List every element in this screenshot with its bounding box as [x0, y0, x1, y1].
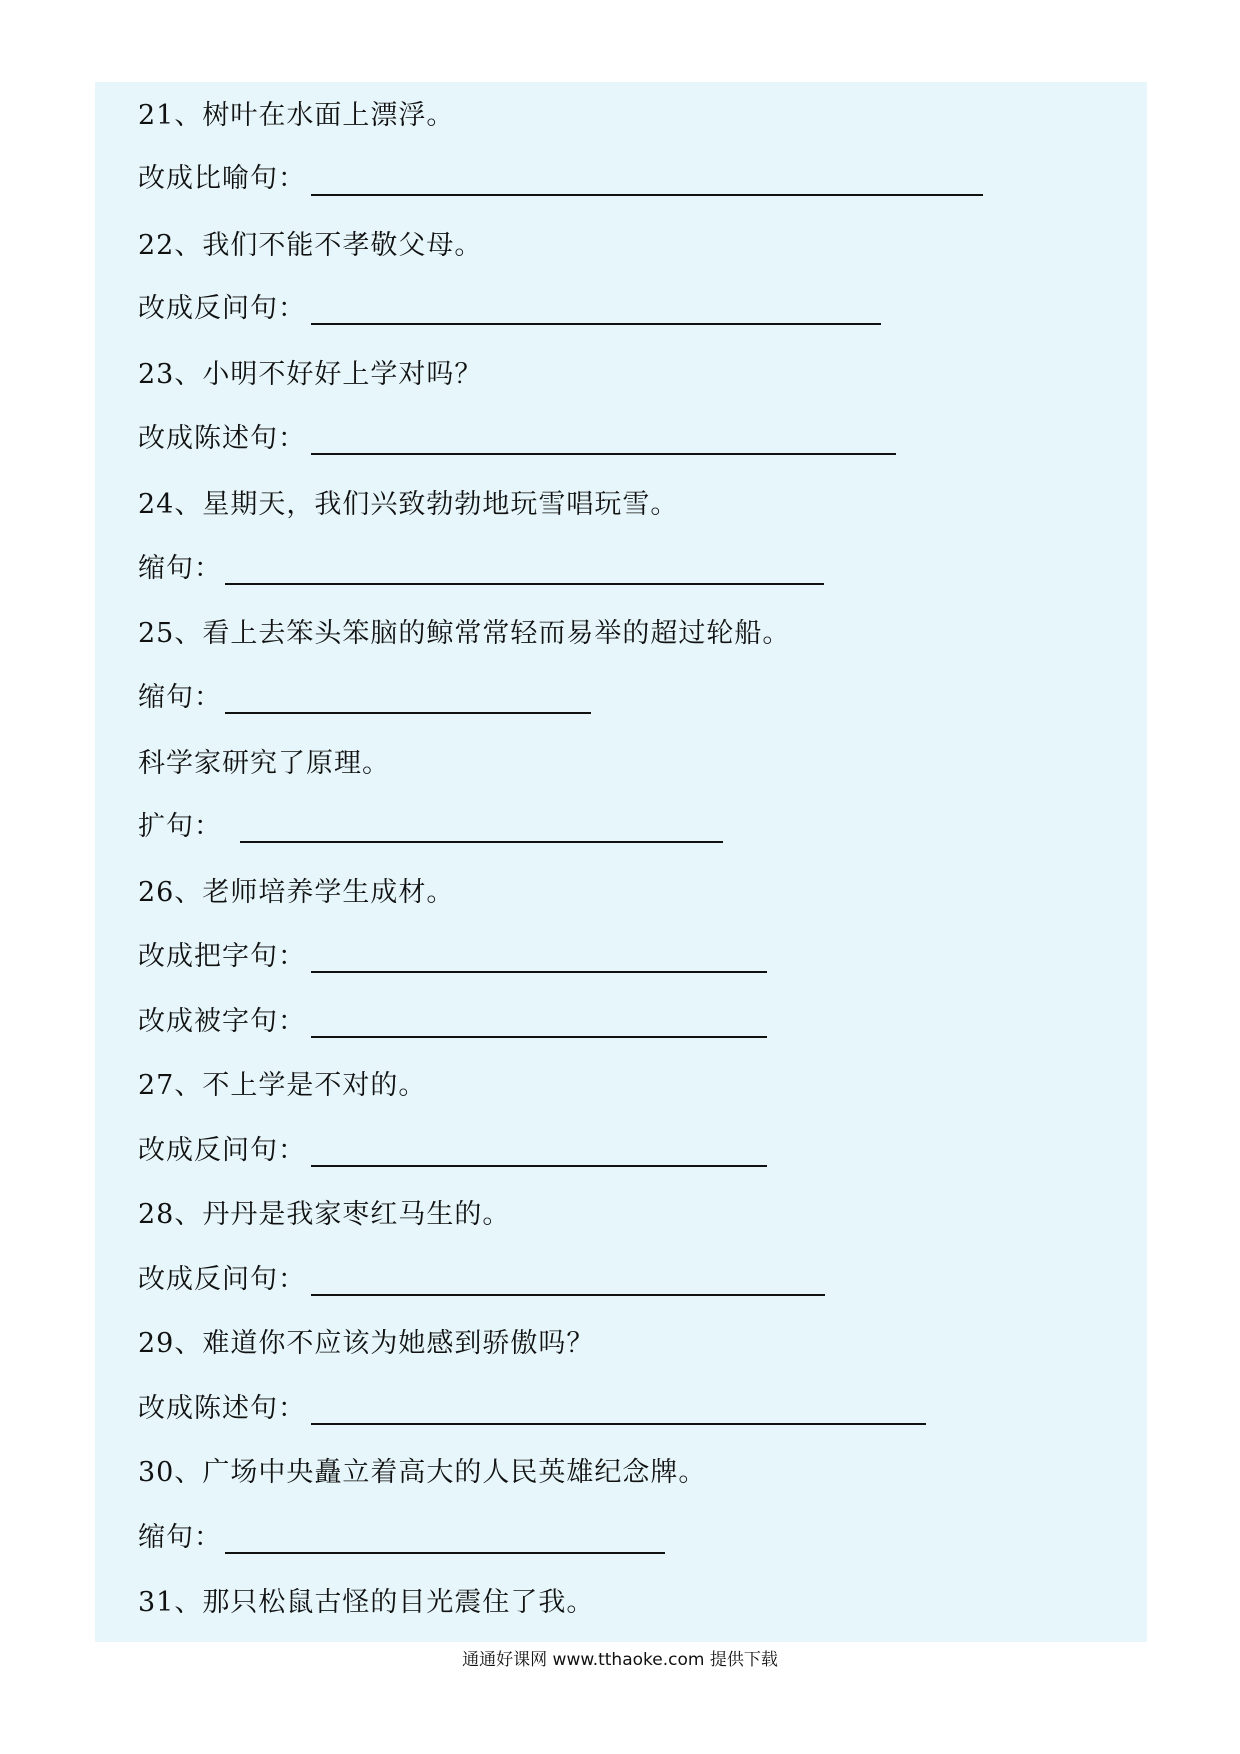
question-28: 28、丹丹是我家枣红马生的。 — [138, 1199, 511, 1230]
prompt-rhetorical: 改成反问句： — [138, 1264, 306, 1295]
answer-blank-23[interactable] — [311, 453, 896, 455]
question-25: 25、看上去笨头笨脑的鲸常常轻而易举的超过轮船。 — [138, 618, 791, 649]
answer-blank-26-bei[interactable] — [311, 1036, 767, 1038]
answer-blank-24[interactable] — [225, 583, 824, 585]
question-21: 21、树叶在水面上漂浮。 — [138, 100, 455, 131]
prompt-declarative: 改成陈述句： — [138, 423, 306, 454]
answer-blank-22[interactable] — [311, 323, 881, 325]
prompt-shorten: 缩句： — [138, 682, 222, 713]
question-27: 27、不上学是不对的。 — [138, 1070, 427, 1101]
question-24: 24、星期天，我们兴致勃勃地玩雪唱玩雪。 — [138, 489, 679, 520]
question-29: 29、难道你不应该为她感到骄傲吗？ — [138, 1328, 595, 1359]
answer-blank-30[interactable] — [225, 1552, 665, 1554]
answer-blank-expand[interactable] — [240, 841, 723, 843]
answer-blank-21[interactable] — [311, 194, 983, 196]
question-30: 30、广场中央矗立着高大的人民英雄纪念牌。 — [138, 1457, 707, 1488]
prompt-bei: 改成被字句： — [138, 1006, 306, 1037]
prompt-simile: 改成比喻句： — [138, 163, 306, 194]
prompt-ba: 改成把字句： — [138, 941, 306, 972]
prompt-expand: 扩句： — [138, 811, 222, 842]
answer-blank-28[interactable] — [311, 1294, 825, 1296]
prompt-rhetorical: 改成反问句： — [138, 1135, 306, 1166]
prompt-shorten: 缩句： — [138, 553, 222, 584]
answer-blank-25[interactable] — [225, 712, 591, 714]
question-22: 22、我们不能不孝敬父母。 — [138, 230, 483, 261]
prompt-shorten: 缩句： — [138, 1522, 222, 1553]
page-footer: 通通好课网 www.tthaoke.com 提供下载 — [462, 1650, 778, 1670]
answer-blank-29[interactable] — [311, 1423, 926, 1425]
sentence-expand: 科学家研究了原理。 — [138, 748, 390, 779]
question-31: 31、那只松鼠古怪的目光震住了我。 — [138, 1587, 595, 1618]
question-26: 26、老师培养学生成材。 — [138, 877, 455, 908]
prompt-rhetorical: 改成反问句： — [138, 293, 306, 324]
answer-blank-26-ba[interactable] — [311, 971, 767, 973]
prompt-declarative: 改成陈述句： — [138, 1393, 306, 1424]
answer-blank-27[interactable] — [311, 1165, 767, 1167]
question-23: 23、小明不好好上学对吗？ — [138, 359, 483, 390]
